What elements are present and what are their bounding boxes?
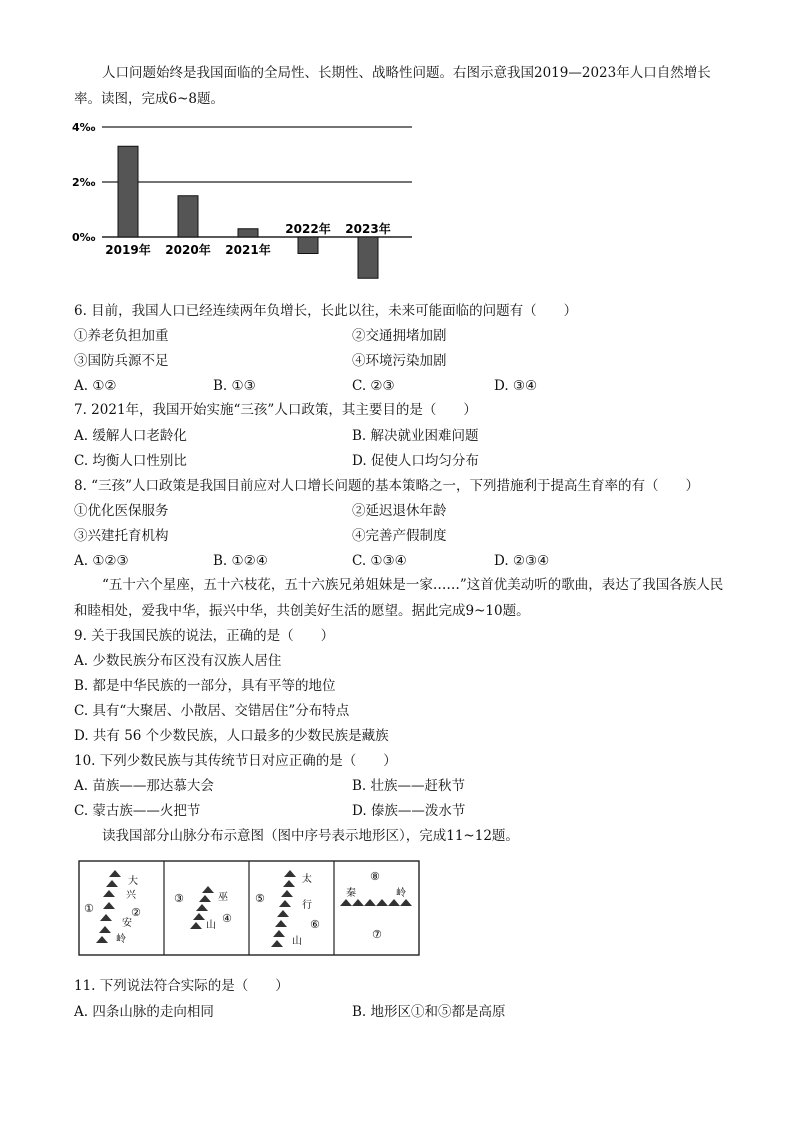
question-6-stem: 6. 目前，我国人口已经连续两年负增长，长此以往，未来可能面临的问题有（ ）	[74, 303, 578, 319]
bar-2019年	[118, 146, 138, 237]
q10-option-a: A. 苗族——那达慕大会	[74, 778, 214, 794]
mountain-distribution-map	[78, 860, 420, 956]
terrain-label-3: ③	[174, 892, 184, 905]
q6-item-4: ④环境污染加剧	[352, 353, 447, 369]
bar-2023年	[358, 237, 378, 278]
q7-option-c: C. 均衡人口性别比	[74, 453, 187, 469]
question-10-stem: 10. 下列少数民族与其传统节日对应正确的是（ ）	[74, 753, 397, 769]
mountain-char: 太	[302, 874, 312, 885]
y-tick-label: 0‰	[72, 231, 96, 244]
y-tick-label: 4‰	[72, 121, 96, 134]
question-9-stem: 9. 关于我国民族的说法，正确的是（ ）	[74, 628, 335, 644]
terrain-label-6: ⑥	[310, 918, 320, 931]
q8-item-4: ④完善产假制度	[352, 528, 447, 544]
mountain-char: 兴	[126, 890, 136, 901]
question-7-stem: 7. 2021年，我国开始实施“三孩”人口政策，其主要目的是（ ）	[74, 402, 477, 418]
q8-option-d: D. ②③④	[494, 553, 550, 569]
x-tick-label: 2022年	[285, 222, 331, 236]
q8-option-b: B. ①②④	[213, 553, 268, 569]
y-tick-label: 2‰	[72, 176, 96, 189]
question-8-stem: 8. “三孩”人口政策是我国目前应对人口增长问题的基本策略之一，下列措施利于提高生育率的有（ ）	[74, 478, 699, 494]
bar-2020年	[178, 196, 198, 237]
q8-item-3: ③兴建托育机构	[74, 528, 169, 544]
x-tick-label: 2021年	[225, 243, 271, 257]
q8-item-1: ①优化医保服务	[74, 503, 169, 519]
mountain-char: 山	[292, 936, 302, 947]
bar-2021年	[238, 229, 258, 237]
terrain-label-7: ⑦	[372, 928, 382, 941]
q9-option-d: D. 共有 56 个少数民族，人口最多的少数民族是藏族	[74, 728, 389, 744]
q7-option-a: A. 缓解人口老龄化	[74, 428, 187, 444]
x-tick-label: 2023年	[345, 222, 391, 236]
mountain-char: 秦	[346, 888, 356, 899]
mountain-char: 安	[122, 918, 132, 929]
q9-option-b: B. 都是中华民族的一部分，具有平等的地位	[74, 678, 336, 694]
terrain-label-2: ②	[131, 906, 141, 919]
q11-option-b: B. 地形区①和⑤都是高原	[352, 1004, 506, 1020]
intro-paragraph-2: “五十六个星座，五十六枝花，五十六族兄弟姐妹是一家……”这首优美动听的歌曲，表达了我国各族人民和睦相处，爱我中华，振兴中华，共创美好生活的愿望。据此完成9~10题。	[74, 577, 724, 619]
q6-option-a: A. ①②	[74, 378, 117, 394]
q11-option-a: A. 四条山脉的走向相同	[74, 1004, 214, 1020]
terrain-label-8: ⑧	[370, 870, 380, 883]
q6-option-b: B. ①③	[213, 378, 256, 394]
q10-option-b: B. 壮族——赶秋节	[352, 778, 466, 794]
q9-option-a: A. 少数民族分布区没有汉族人居住	[74, 653, 282, 669]
mountain-char: 山	[206, 920, 216, 931]
q8-option-a: A. ①②③	[74, 553, 129, 569]
mountain-char: 行	[302, 900, 312, 911]
x-tick-label: 2020年	[165, 243, 211, 257]
q6-option-d: D. ③④	[494, 378, 538, 394]
q6-item-1: ①养老负担加重	[74, 328, 169, 344]
x-tick-label: 2019年	[105, 243, 151, 257]
mountain-char: 大	[128, 876, 138, 887]
q10-option-d: D. 傣族——泼水节	[352, 803, 466, 819]
q9-option-c: C. 具有“大聚居、小散居、交错居住”分布特点	[74, 703, 350, 719]
mountain-char: 巫	[218, 892, 228, 903]
q6-item-3: ③国防兵源不足	[74, 353, 169, 369]
q7-option-b: B. 解决就业困难问题	[352, 428, 479, 444]
mountain-char: 岭	[396, 888, 406, 899]
q10-option-c: C. 蒙古族——火把节	[74, 803, 201, 819]
bar-2022年	[298, 237, 318, 254]
intro-paragraph-3: 读我国部分山脉分布示意图（图中序号表示地形区），完成11~12题。	[102, 828, 519, 844]
intro-paragraph-1: 人口问题始终是我国面临的全局性、长期性、战略性问题。右图示意我国2019—2023年人口自然增长率。读图，完成6~8题。	[74, 65, 711, 107]
terrain-label-4: ④	[222, 912, 232, 925]
terrain-label-1: ①	[84, 902, 94, 915]
question-11-stem: 11. 下列说法符合实际的是（ ）	[74, 978, 289, 994]
q6-item-2: ②交通拥堵加剧	[352, 328, 447, 344]
population-growth-chart	[70, 112, 420, 287]
q8-option-c: C. ①③④	[352, 553, 407, 569]
q7-option-d: D. 促使人口均匀分布	[352, 453, 479, 469]
mountain-char: 岭	[116, 934, 126, 945]
q8-item-2: ②延迟退休年龄	[352, 503, 447, 519]
terrain-label-5: ⑤	[255, 892, 265, 905]
q6-option-c: C. ②③	[352, 378, 395, 394]
